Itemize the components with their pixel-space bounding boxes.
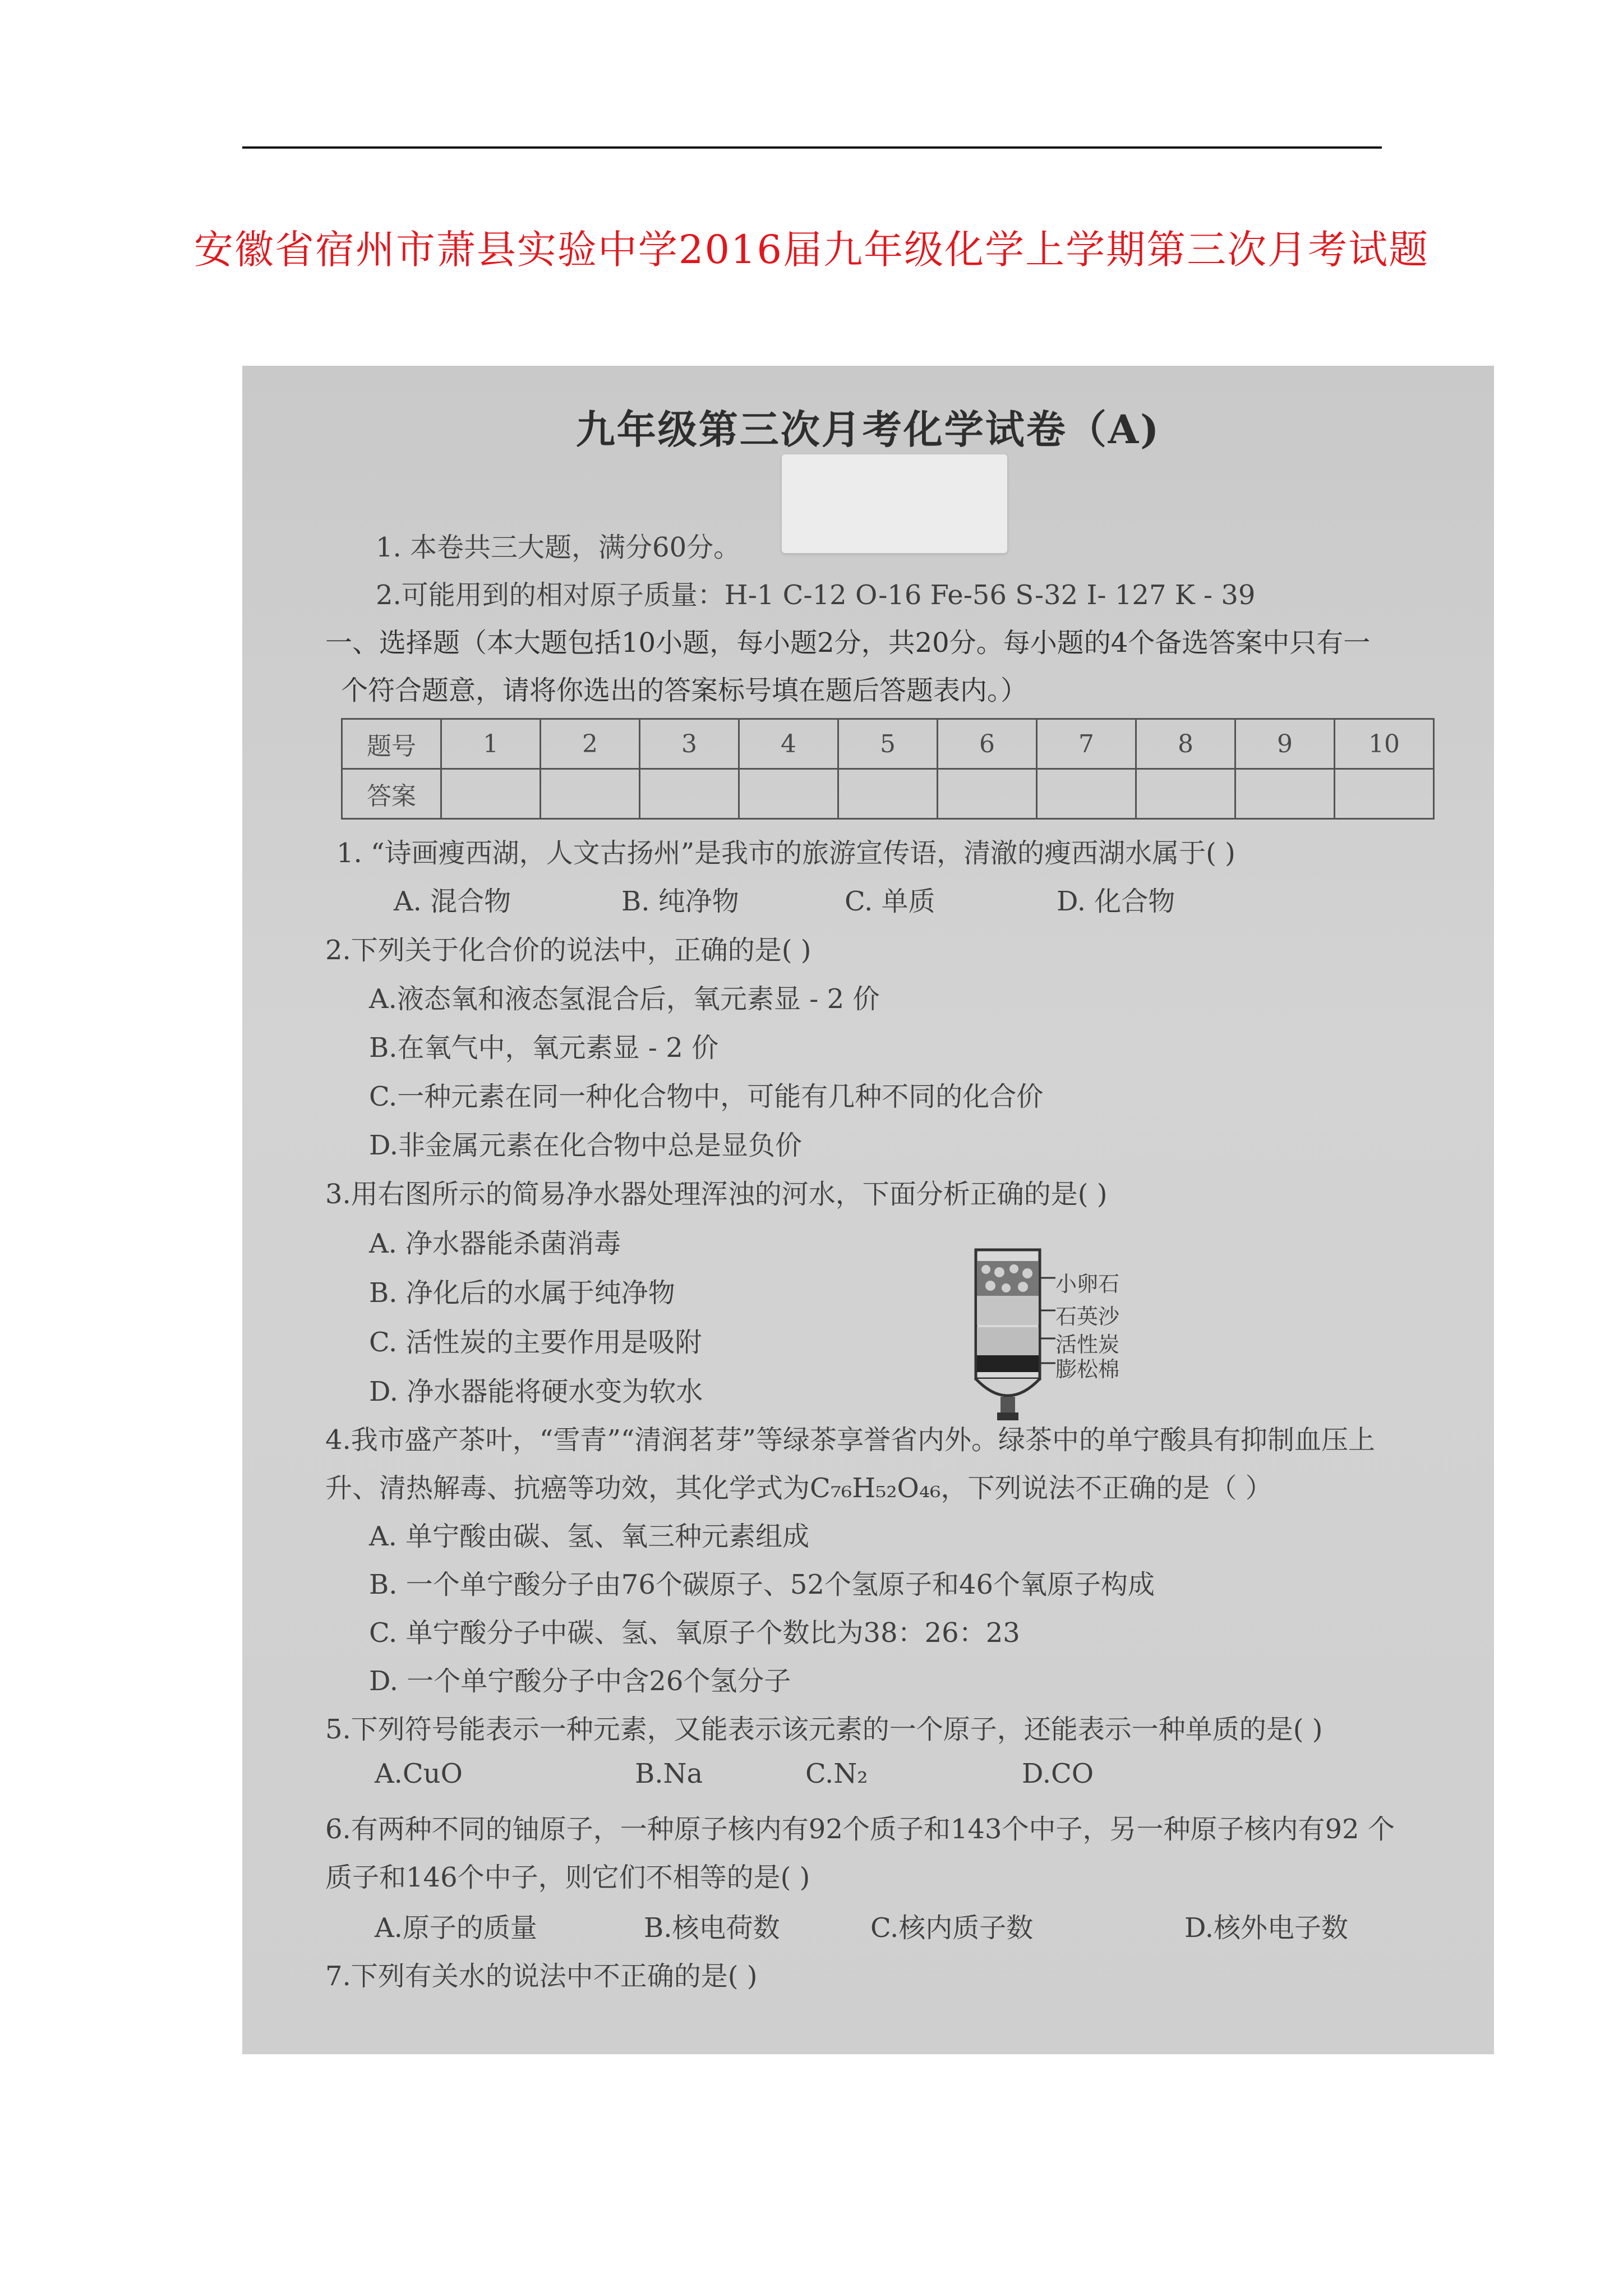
q2-option-a: A.液态氧和液态氢混合后，氧元素显 - 2 价 <box>369 983 880 1015</box>
q6-stem-line1: 6.有两种不同的铀原子，一种原子核内有92个质子和143个中子，另一种原子核内有92 个 <box>325 1814 1395 1845</box>
table-cell-number: 5 <box>838 719 938 769</box>
note-2: 2.可能用到的相对原子质量：H-1 C-12 O-16 Fe-56 S-32 I- 127 K - 39 <box>376 579 1256 611</box>
q5-stem: 5.下列符号能表示一种元素，又能表示该元素的一个原子，还能表示一种单质的是( ) <box>325 1714 1323 1745</box>
q1-option-c: C. 单质 <box>845 886 935 917</box>
figure-label-pebbles: 小卵石 <box>1055 1272 1120 1296</box>
figure-label-quartz-sand: 石英沙 <box>1055 1304 1120 1329</box>
answer-table-row-numbers <box>342 719 1434 769</box>
section1-heading: 一、选择题（本大题包括10小题，每小题2分，共20分。每小题的4个备选答案中只有一 <box>325 627 1371 659</box>
q6-option-a: A.原子的质量 <box>375 1912 537 1944</box>
q4-option-a: A. 单宁酸由碳、氢、氧三种元素组成 <box>369 1521 810 1552</box>
q6-option-d: D.核外电子数 <box>1184 1912 1349 1944</box>
q3-option-c: C. 活性炭的主要作用是吸附 <box>369 1327 702 1358</box>
q3-option-b: B. 净化后的水属于纯净物 <box>369 1277 675 1309</box>
document-title: 安徽省宿州市萧县实验中学2016届九年级化学上学期第三次月考试题 <box>193 227 1430 273</box>
q1-option-d: D. 化合物 <box>1057 886 1175 917</box>
table-cell-number: 9 <box>1235 719 1335 769</box>
q2-stem: 2.下列关于化合价的说法中，正确的是( ) <box>325 935 811 966</box>
q2-option-d: D.非金属元素在化合物中总是显负价 <box>369 1130 803 1161</box>
q7-stem: 7.下列有关水的说法中不正确的是( ) <box>325 1961 758 1992</box>
answer-cell[interactable] <box>1037 769 1136 819</box>
answer-table <box>341 718 1435 820</box>
q3-option-a: A. 净水器能杀菌消毒 <box>369 1228 621 1259</box>
q5-option-c: C.N₂ <box>805 1758 868 1789</box>
exam-title: 九年级第三次月考化学试卷（A) <box>575 406 1161 453</box>
q5-option-a: A.CuO <box>375 1758 463 1789</box>
q1-stem: 1. “诗画瘦西湖，人文古扬州”是我市的旅游宣传语，清澈的瘦西湖水属于( ) <box>336 838 1235 869</box>
answer-cell[interactable] <box>541 769 640 819</box>
table-cell-number: 3 <box>640 719 739 769</box>
name-sticker <box>782 454 1007 553</box>
table-cell-number: 8 <box>1136 719 1235 769</box>
q3-option-d: D. 净水器能将硬水变为软水 <box>369 1376 703 1407</box>
q4-option-d: D. 一个单宁酸分子中含26个氢分子 <box>369 1665 791 1697</box>
table-header-answer: 答案 <box>342 769 441 819</box>
figure-label-activated-carbon: 活性炭 <box>1055 1332 1120 1357</box>
q6-stem-line2: 质子和146个中子，则它们不相等的是( ) <box>325 1862 810 1893</box>
table-header-number: 题号 <box>342 719 441 769</box>
q4-option-c: C. 单宁酸分子中碳、氢、氧原子个数比为38：26：23 <box>369 1617 1020 1649</box>
q1-option-a: A. 混合物 <box>394 886 511 917</box>
section1-instructions: 个符合题意，请将你选出的答案标号填在题后答题表内。） <box>341 675 1028 706</box>
figure-label-cotton: 膨松棉 <box>1055 1357 1120 1382</box>
q3-stem: 3.用右图所示的简易净水器处理浑浊的河水，下面分析正确的是( ) <box>325 1179 1108 1210</box>
table-cell-number: 7 <box>1037 719 1136 769</box>
q5-option-d: D.CO <box>1022 1758 1094 1789</box>
table-cell-number: 6 <box>938 719 1037 769</box>
exam-photo <box>242 366 1494 2054</box>
q4-stem-line2: 升、清热解毒、抗癌等功效，其化学式为C₇₆H₅₂O₄₆，下列说法不正确的是（ ） <box>325 1473 1272 1504</box>
q1-option-b: B. 纯净物 <box>621 886 739 917</box>
answer-cell[interactable] <box>938 769 1037 819</box>
answer-cell[interactable] <box>640 769 739 819</box>
answer-cell[interactable] <box>838 769 938 819</box>
note-1: 1. 本卷共三大题，满分60分。 <box>376 532 741 563</box>
answer-table-row-answers <box>342 769 1434 819</box>
q2-option-c: C.一种元素在同一种化合物中，可能有几种不同的化合价 <box>369 1081 1044 1112</box>
header-rule <box>242 146 1382 149</box>
answer-cell[interactable] <box>1335 769 1434 819</box>
table-cell-number: 10 <box>1335 719 1434 769</box>
q6-option-c: C.核内质子数 <box>870 1912 1034 1944</box>
table-cell-number: 2 <box>541 719 640 769</box>
q4-option-b: B. 一个单宁酸分子由76个碳原子、52个氢原子和46个氧原子构成 <box>369 1569 1155 1600</box>
table-cell-number: 4 <box>739 719 838 769</box>
q4-stem-line1: 4.我市盛产茶叶，“雪青”“清润茗芽”等绿茶享誉省内外。绿茶中的单宁酸具有抑制血压上 <box>325 1424 1375 1456</box>
q5-option-b: B.Na <box>635 1758 703 1789</box>
q2-option-b: B.在氧气中，氧元素显 - 2 价 <box>369 1032 719 1064</box>
answer-cell[interactable] <box>1136 769 1235 819</box>
q6-option-b: B.核电荷数 <box>644 1912 780 1944</box>
answer-cell[interactable] <box>1235 769 1335 819</box>
answer-cell[interactable] <box>441 769 541 819</box>
table-cell-number: 1 <box>441 719 541 769</box>
answer-cell[interactable] <box>739 769 838 819</box>
